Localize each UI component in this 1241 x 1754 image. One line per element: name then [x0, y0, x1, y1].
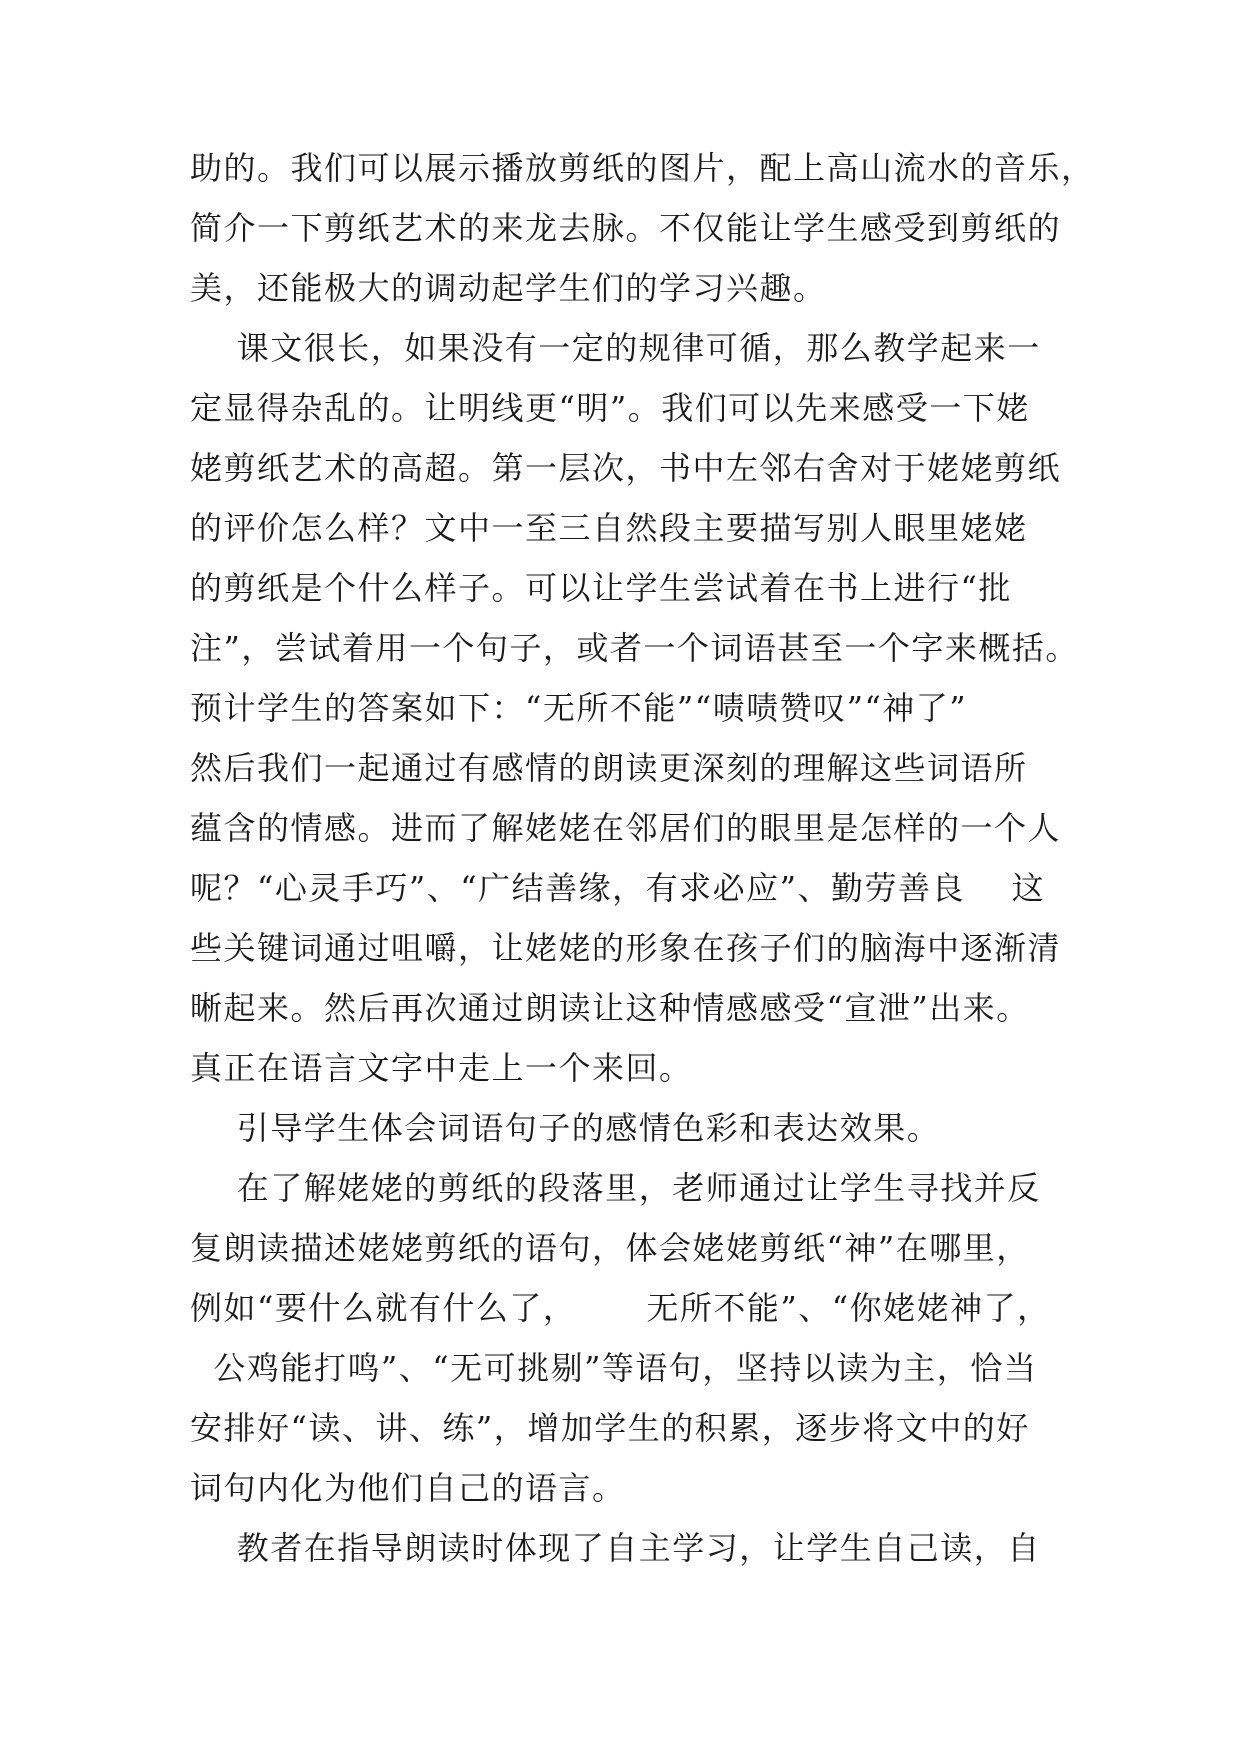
text-line: 美，还能极大的调动起学生们的学习兴趣。	[190, 269, 827, 307]
text-line: 预计学生的答案如下：“无所不能”“啧啧赞叹”“神了”	[190, 689, 968, 727]
text-line: 注”，尝试着用一个句子，或者一个词语甚至一个字来概括。	[190, 629, 1079, 667]
text-line: 复朗读描述姥姥剪纸的语句，体会姥姥剪纸“神”在哪里，	[190, 1229, 1030, 1267]
text-line: 姥剪纸艺术的高超。第一层次，书中左邻右舍对于姥姥剪纸	[190, 449, 1062, 487]
text-line: 定显得杂乱的。让明线更“明”。我们可以先来感受一下姥	[190, 389, 1030, 427]
text-line: 些关键词通过咀嚼，让姥姥的形象在孩子们的脑海中逐渐清	[190, 929, 1062, 967]
text-line: 的评价怎么样？文中一至三自然段主要描写别人眼里姥姥	[190, 509, 1028, 547]
text-line: 在了解姥姥的剪纸的段落里，老师通过让学生寻找并反	[190, 1169, 1041, 1207]
text-line: 的剪纸是个什么样子。可以让学生尝试着在书上进行“批	[190, 569, 1012, 607]
text-line: 晰起来。然后再次通过朗读让这种情感感受“宣泄”出来。	[190, 989, 1030, 1027]
text-line: 真正在语言文字中走上一个来回。	[190, 1049, 693, 1087]
text-line: 公鸡能打鸣”、“无可挑剔”等语句，坚持以读为主，恰当	[190, 1349, 1038, 1387]
text-line: 教者在指导朗读时体现了自主学习，让学生自己读，自	[190, 1529, 1041, 1567]
text-line: 助的。我们可以展示播放剪纸的图片，配上高山流水的音乐，	[190, 149, 1095, 187]
text-line: 引导学生体会词语句子的感情色彩和表达效果。	[190, 1109, 941, 1147]
text-line: 然后我们一起通过有感情的朗读更深刻的理解这些词语所	[190, 749, 1028, 787]
text-line: 课文很长，如果没有一定的规律可循，那么教学起来一	[190, 329, 1041, 367]
text-line: 例如“要什么就有什么了， 无所不能”、“你姥姥神了，	[190, 1289, 1051, 1327]
text-line: 词句内化为他们自己的语言。	[190, 1469, 626, 1507]
text-line: 蕴含的情感。进而了解姥姥在邻居们的眼里是怎样的一个人	[190, 809, 1062, 847]
text-line: 呢？“心灵手巧”、“广结善缘，有求必应”、勤劳善良 这	[190, 869, 1046, 907]
text-line: 简介一下剪纸艺术的来龙去脉。不仅能让学生感受到剪纸的	[190, 209, 1062, 247]
text-line: 安排好“读、讲、练”，增加学生的积累，逐步将文中的好	[190, 1409, 1030, 1447]
